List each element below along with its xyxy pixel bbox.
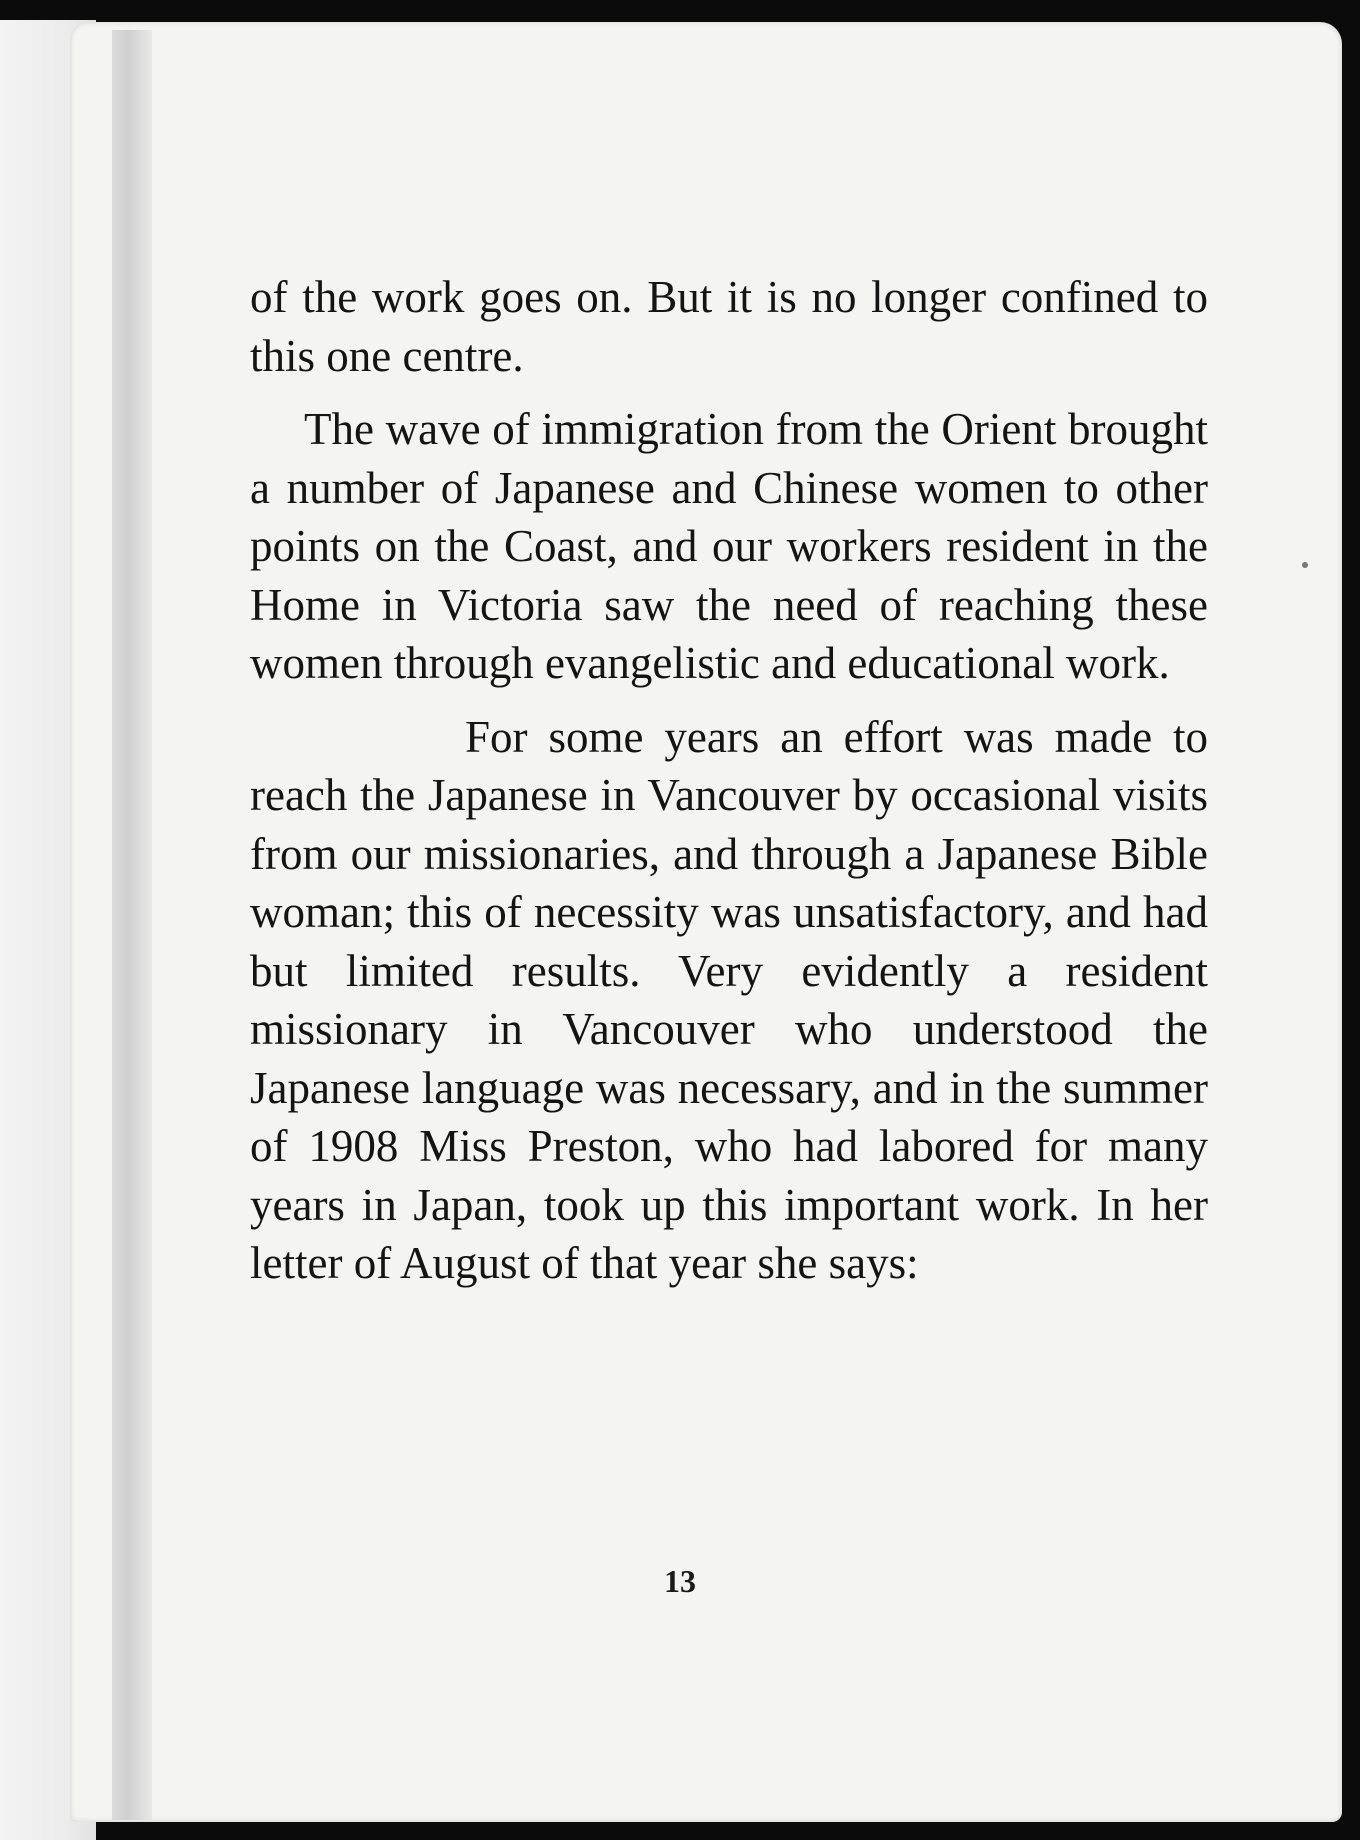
paragraph: The wave of immigration from the Orient brought a number of Japanese and Chinese women to other points on the Coast, and our workers resident in the Home in Victoria saw the need of reaching these women through evangelistic and educational work. bbox=[250, 404, 1208, 688]
page-number: 13 bbox=[664, 1563, 696, 1599]
body-text bbox=[250, 268, 1208, 1308]
paragraph: of the work goes on. But it is no longer confined to this one centre. bbox=[250, 272, 1208, 381]
paper-speck bbox=[1302, 562, 1308, 568]
page-gutter-shadow bbox=[112, 30, 152, 1820]
paragraph: For some years an effort was made to reach the Japanese in Vancouver by occasional visits from our missionaries, and through a Japanese Bible woman; this of necessity was unsatisfactory, and had but limited results. Very evidently a resident missionary in Vancouver who understood the Japanese language was necessary, and in the summer of 1908 Miss Preston, who had labored for many years in Japan, took up this important work. In her letter of August of that year she says: bbox=[250, 711, 1208, 1288]
